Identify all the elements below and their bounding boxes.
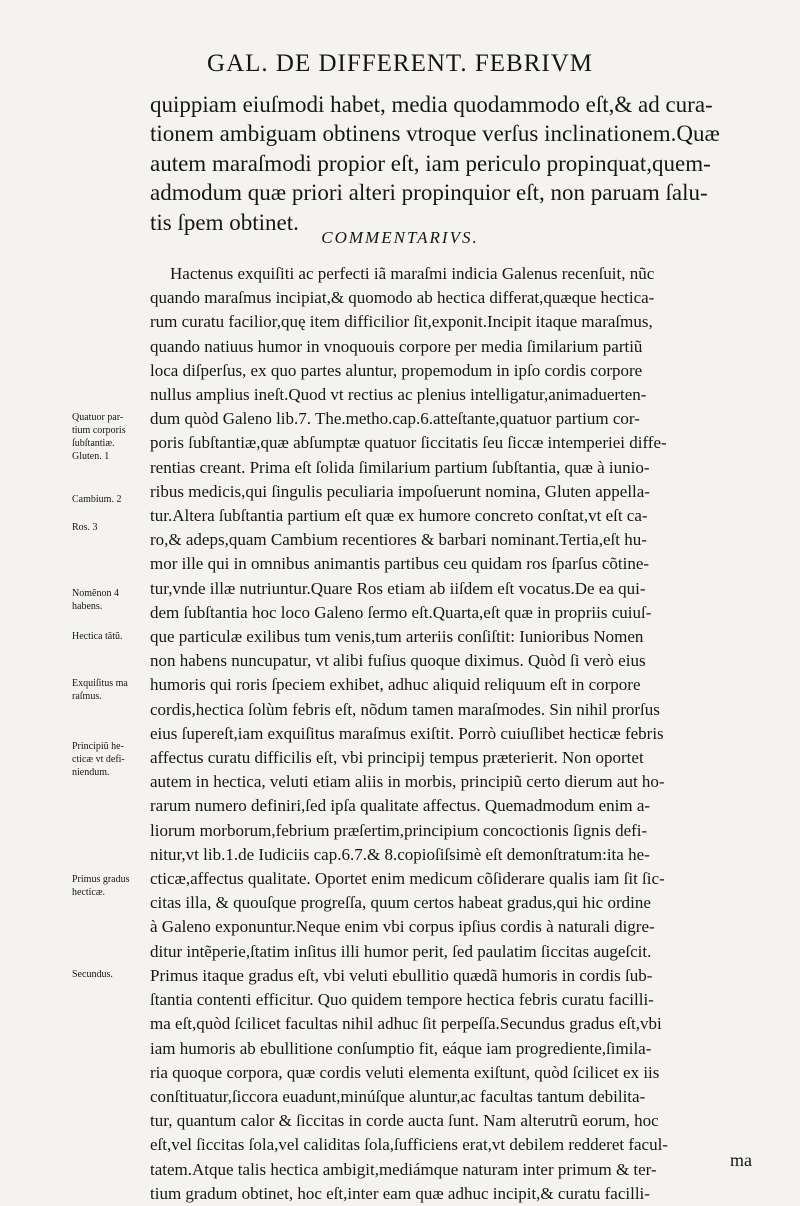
commentary-line: ditur intẽperie,ſtatim inſitus illi humor perit, ſed paulatim ſiccitas augeſcit. [150, 941, 652, 961]
main-text-line: quippiam eiuſmodi habet, media quodammodo eſt,& ad cura- [150, 92, 713, 117]
commentary-line: cordis,hectica ſolùm febris eſt, nõdum tamen maraſmodes. Sin nihil prorſus [150, 699, 660, 719]
commentary-line: que particulæ exilibus tum venis,tum arteriis conſiſtit: Iunioribus Nomen [150, 627, 644, 647]
commentary-line: Primus itaque gradus eſt, vbi veluti ebullitio quædã humoris in cordis ſub- [150, 965, 653, 985]
commentary-line: loca diſperſus, ex quo partes aluntur, propemodum in ipſo cordis corpore [150, 360, 643, 380]
commentary-line: eius ſupereſt,iam exquiſitus maraſmus exiſtit. Porrò cuiuſlibet hecticæ febris [150, 723, 664, 743]
commentary-body [150, 262, 670, 1206]
commentary-line: Hactenus exquiſiti ac perfecti iã maraſmi indicia Galenus recenſuit, nũc [170, 264, 655, 283]
commentary-line: ria quoque corpora, quæ cordis veluti elementa exiſtunt, quòd ſcilicet ex iis [150, 1062, 660, 1082]
marginal-note-line: hecticæ. [72, 887, 106, 898]
commentary-line: ma eſt,quòd ſcilicet facultas nihil adhuc ſit perpeſſa.Secundus gradus eſt,vbi [150, 1014, 662, 1034]
commentary-line: rentias creant. Prima eſt ſolida ſimilarium partium ſubſtantia, quæ à iunio- [150, 457, 650, 477]
marginal-note [72, 677, 152, 703]
marginal-note [72, 740, 152, 779]
commentary-line: nitur,vt lib.1.de Iudiciis cap.6.7.& 8.copioſiſsimè eſt demonſtratum:ita he- [150, 844, 650, 864]
marginal-note-line: cticæ vt defi- [72, 754, 125, 765]
commentary-line: nullus amplius ineſt.Quod vt rectius ac plenius intelligatur,animaduerten- [150, 385, 647, 405]
marginal-note-line: Principiũ he- [72, 741, 124, 752]
commentary-line: rum curatu facilior,quę item difficilior ſit,exponit.Incipit itaque maraſmus, [150, 312, 653, 332]
commentary-line: humoris qui roris ſpeciem exhibet, adhuc aliquid reliquum eſt in corpore [150, 675, 641, 695]
marginal-note [72, 493, 152, 506]
commentary-line: iam humoris ab ebullitione conſumptio fit, eáque iam progrediente,ſimila- [150, 1038, 652, 1058]
main-text-line: autem maraſmodi propior eſt, iam periculo propinquat,quem- [150, 150, 711, 176]
marginal-note-line: habens. [72, 601, 103, 612]
commentary-line: quando maraſmus incipiat,& quomodo ab hectica differat,quæque hectica- [150, 288, 655, 308]
marginal-note-line: Hectica tãtũ. [72, 631, 123, 642]
commentary-line: eſt,vel ſiccitas ſola,vel caliditas ſola,ſufficiens erat,vt debilem redderet facul- [150, 1135, 668, 1155]
commentary-line: cticæ,affectus qualitate. Oportet enim medicum cõſiderare qualis iam ſit ſic- [150, 869, 665, 889]
commentary-heading: COMMENTARIVS. [321, 228, 479, 247]
commentary-line: dem ſubſtantia hoc loco Galeno ſermo eſt.Quarta,eſt quæ in propriis cuiuſ- [150, 602, 652, 622]
marginal-note-line: Gluten. 1 [72, 451, 110, 462]
main-text-line: tis ſpem obtinet. [150, 209, 299, 235]
running-title: GAL. DE DIFFERENT. FEBRIVM [207, 50, 593, 77]
commentary-line: poris ſubſtantiæ,quæ abſumptæ quatuor ſiccitatis ſeu ſiccæ intemperiei diffe- [150, 433, 667, 453]
marginal-note-line: niendum. [72, 767, 110, 778]
marginal-note-line: Ros. 3 [72, 522, 98, 533]
marginal-note-line: Quatuor par- [72, 412, 124, 423]
commentary-line: ſtantia contenti efficitur. Quo quidem tempore hectica febris curatu facilli- [150, 990, 654, 1010]
marginal-note-line: Exquiſitus ma [72, 678, 128, 689]
marginal-note-line: tium corporis [72, 425, 126, 436]
commentary-line: autem in hectica, veluti etiam aliis in morbis, principiũ certo dierum aut ho- [150, 772, 665, 792]
commentary-line: conſtituatur,ſiccora euadunt,minúſque aluntur,ac facultas tantum debilita- [150, 1086, 646, 1106]
marginal-note-line: Nomẽnon 4 [72, 588, 119, 599]
commentary-line: tur, quantum calor & ſiccitas in corde aucta ſunt. Nam alterutrũ eorum, hoc [150, 1111, 659, 1131]
main-text-line: admodum quæ priori alteri propinquior eſt, non paruam ſalu- [150, 180, 708, 206]
commentary-line: tur.Altera ſubſtantia partium eſt quæ ex humore concreto conſtat,vt eſt ca- [150, 506, 648, 526]
marginal-note-line: Cambium. 2 [72, 494, 122, 505]
marginal-note [72, 968, 152, 981]
commentary-line: tur,vnde illæ nutriuntur.Quare Ros etiam ab iiſdem eſt vocatus.De ea qui- [150, 578, 646, 598]
commentary-line: ro,& adeps,quam Cambium recentiores & barbari nominant.Tertia,eſt hu- [150, 530, 647, 550]
marginal-note-line: ſubſtantiæ. [72, 438, 115, 449]
main-text-block [150, 90, 720, 237]
marginal-note-line: Secundus. [72, 969, 113, 980]
marginal-note [72, 521, 152, 534]
commentary-line: quando natiuus humor in vnoquouis corpore per media ſimilarium partiũ [150, 336, 643, 356]
commentary-line: mor ille qui in omnibus animantis partibus ceu quidam ros ſparſus cõtine- [150, 554, 650, 574]
marginal-note-line: raſmus. [72, 691, 102, 702]
marginal-note [72, 411, 152, 463]
commentary-line: non habens nuncupatur, vt alibi fuſius quoque diximus. Quòd ſi verò eius [150, 651, 646, 671]
commentary-line: citas illa, & quouſque progreſſa, quum certos habeat gradus,qui hic ordine [150, 893, 651, 913]
commentary-line: affectus curatu difficilis eſt, vbi principij tempus præterierit. Non oportet [150, 748, 644, 768]
commentary-line: dum quòd Galeno lib.7. The.metho.cap.6.atteſtante,quatuor partium cor- [150, 409, 640, 429]
marginal-note [72, 630, 152, 643]
commentary-line: rarum numero definiri,ſed ipſa qualitate affectus. Quemadmodum enim a- [150, 796, 651, 816]
commentary-line: ribus medicis,qui ſingulis peculiaria impoſuerunt nomina, Gluten appella- [150, 481, 650, 501]
commentary-line: liorum morborum,febrium præſertim,principium concoctionis ſignis defi- [150, 820, 648, 840]
main-text-line: tionem ambiguam obtinens vtroque verſus inclinationem.Quæ [150, 121, 720, 147]
commentary-line: tatem.Atque talis hectica ambigit,mediámque naturam inter primum & ter- [150, 1159, 657, 1179]
commentary-line: à Galeno exponuntur.Neque enim vbi corpus ipſius cordis à naturali digre- [150, 917, 655, 937]
catchword: ma [730, 1150, 752, 1170]
marginal-note [72, 873, 152, 899]
marginal-note-line: Primus gradus [72, 874, 130, 885]
commentary-line: tium gradum obtinet, hoc eſt,inter eam quæ adhuc incipit,& curatu facilli- [150, 1183, 650, 1203]
marginal-note [72, 587, 152, 613]
